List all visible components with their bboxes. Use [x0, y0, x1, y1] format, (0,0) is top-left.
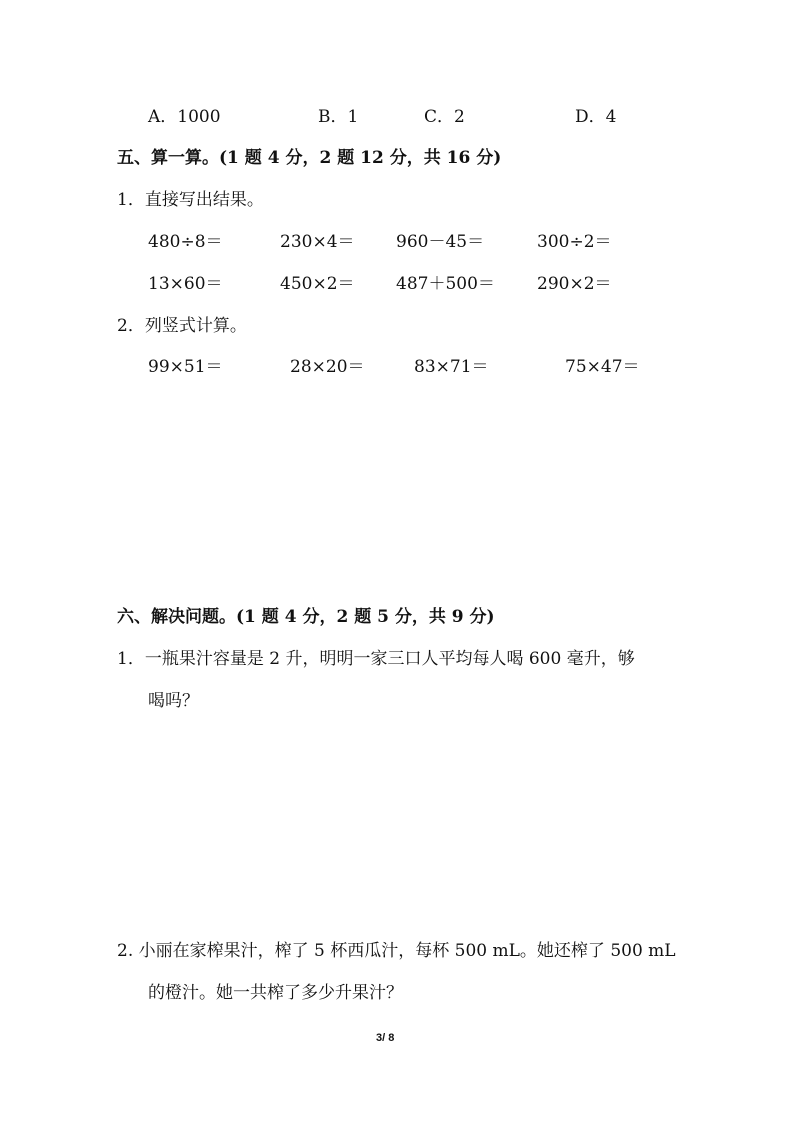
page-number: 3/ 8: [376, 1032, 395, 1044]
option-d: D．4: [575, 107, 617, 127]
option-c: C．2: [424, 107, 465, 127]
section-6-header: 六、解决问题。(1 题 4 分，2 题 5 分，共 9 分): [117, 607, 495, 627]
calc-item: 300÷2＝: [537, 232, 612, 252]
section-6-question-1-line-1: 1．一瓶果汁容量是 2 升，明明一家三口人平均每人喝 600 毫升，够: [117, 649, 635, 669]
calc-item: 230×4＝: [280, 232, 355, 252]
calc-item: 290×2＝: [537, 274, 612, 294]
section-5-question-1-label: 1．直接写出结果。: [117, 190, 264, 210]
section-5-header: 五、算一算。(1 题 4 分，2 题 12 分，共 16 分): [117, 148, 502, 168]
section-6-question-2-line-2: 的橙汁。她一共榨了多少升果汁？: [148, 983, 403, 1003]
calc-item: 480÷8＝: [148, 232, 223, 252]
section-6-question-2-line-1: 2. 小丽在家榨果汁，榨了 5 杯西瓜汁，每杯 500 mL。她还榨了 500 mL: [117, 941, 676, 961]
vertical-calc-item: 83×71＝: [414, 357, 489, 377]
option-b: B．1: [318, 107, 359, 127]
section-5-question-2-label: 2．列竖式计算。: [117, 316, 247, 336]
section-6-question-1-line-2: 喝吗？: [148, 691, 199, 711]
vertical-calc-item: 99×51＝: [148, 357, 223, 377]
vertical-calc-item: 28×20＝: [290, 357, 365, 377]
calc-item: 487＋500＝: [396, 274, 495, 294]
vertical-calc-item: 75×47＝: [565, 357, 640, 377]
calc-item: 960－45＝: [396, 232, 485, 252]
calc-item: 450×2＝: [280, 274, 355, 294]
option-a: A．1000: [148, 107, 221, 127]
calc-item: 13×60＝: [148, 274, 223, 294]
